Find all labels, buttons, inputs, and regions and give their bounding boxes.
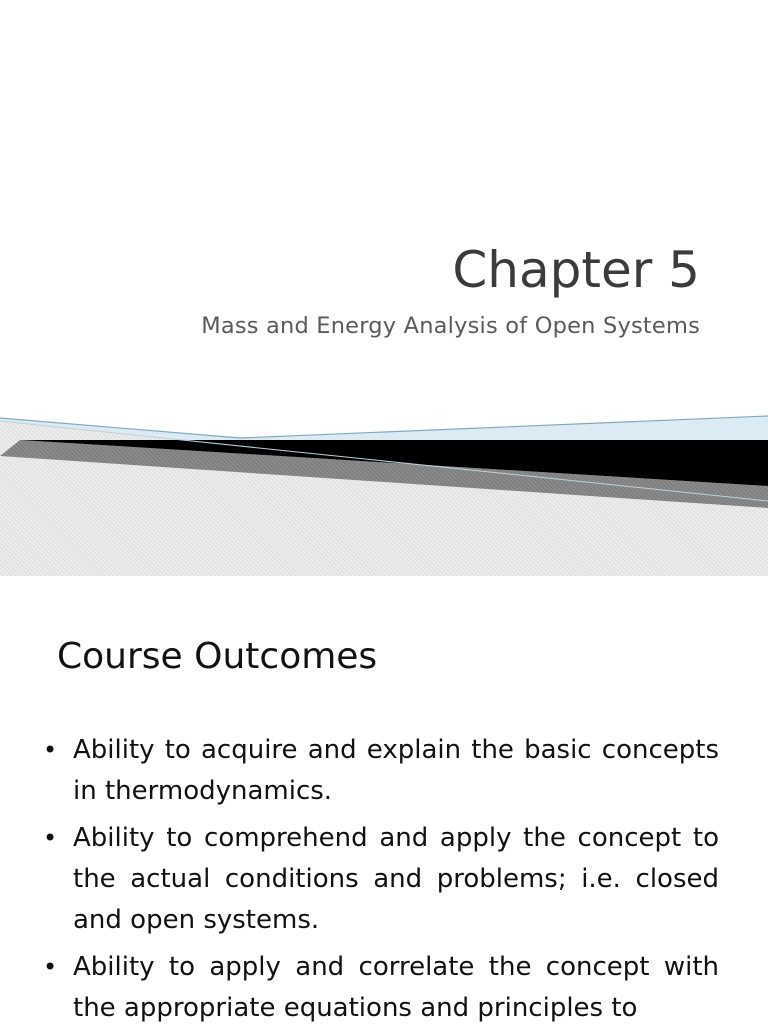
outcome-item: • Ability to apply and correlate the concept with the appropriate equations and principles to [43, 947, 719, 1024]
outcomes-slide [0, 576, 768, 1024]
chapter-title: Chapter 5 [452, 241, 700, 299]
outcome-item: • Ability to comprehend and apply the concept to the actual conditions and problems; i.e. closed and open systems. [43, 818, 719, 941]
outcomes-heading: Course Outcomes [57, 636, 378, 677]
chapter-subtitle: Mass and Energy Analysis of Open Systems [201, 313, 700, 339]
outcomes-list [43, 730, 719, 1024]
outcome-item: • Ability to acquire and explain the basic concepts in thermodynamics. [43, 730, 719, 812]
